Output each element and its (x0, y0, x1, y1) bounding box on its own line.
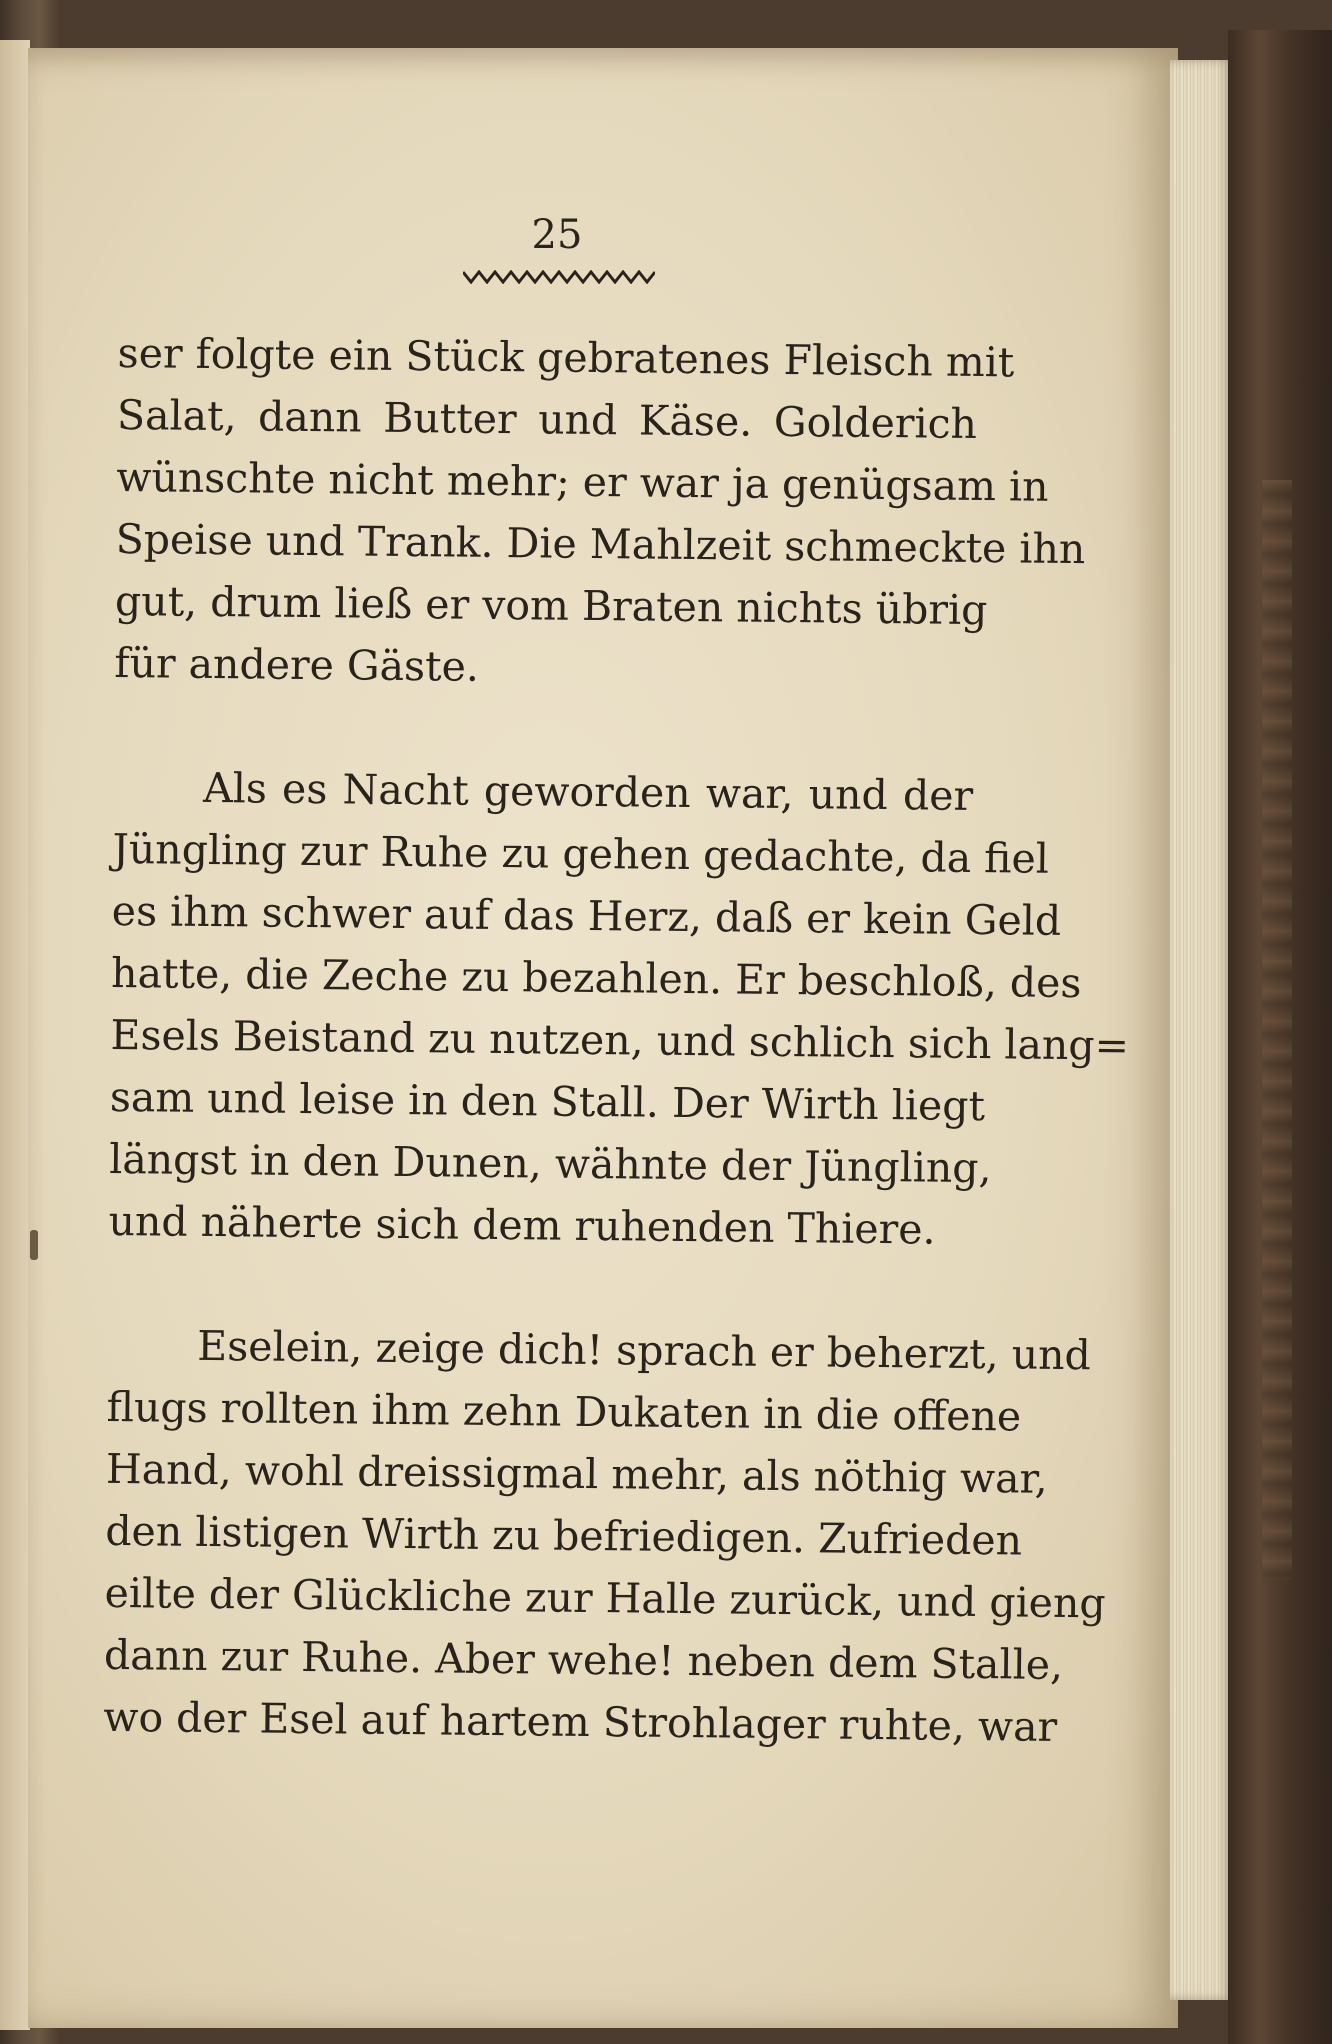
text-line: für andere Gäste. (114, 638, 480, 691)
paragraph-2 (108, 756, 1130, 1261)
margin-mark (30, 1230, 38, 1260)
text-line: und näherte sich dem ruhenden Thiere. (108, 1196, 936, 1254)
cover-texture (1262, 480, 1292, 1580)
text-line: Esels Beistand zu nutzen, und schlich sich lang= (110, 1010, 1130, 1070)
page-edges (1170, 60, 1232, 2000)
paragraph-1 (114, 322, 1086, 703)
text-line: Speise und Trank. Die Mahlzeit schmeckte ihn (115, 514, 1086, 574)
text-line: Salat, dann Butter und Käse. Golderich (116, 390, 978, 448)
page-number-ornament (463, 270, 655, 284)
text-line: den listigen Wirth zu befriedigen. Zufrieden (105, 1506, 1023, 1565)
text-line: flugs rollten ihm zehn Dukaten in die offene (106, 1382, 1022, 1441)
text-line: sam und leise in den Stall. Der Wirth liegt (109, 1072, 986, 1131)
text-line: hatte, die Zeche zu bezahlen. Er beschloß, des (110, 948, 1082, 1008)
text-line: Jüngling zur Ruhe zu gehen gedachte, da fiel (112, 824, 1050, 883)
facing-page-edge (0, 40, 30, 2030)
body-text (103, 322, 1130, 1757)
text-line: dann zur Ruhe. Aber wehe! neben dem Stalle, (103, 1630, 1064, 1689)
text-line: ser folgte ein Stück gebratenes Fleisch mit (117, 328, 1015, 387)
text-line: es ihm schwer auf das Herz, daß er kein Geld (111, 886, 1062, 945)
text-line: wünschte nicht mehr; er war ja genügsam in (116, 452, 1049, 511)
text-line: eilte der Glückliche zur Halle zurück, und gieng (104, 1568, 1106, 1628)
text-line: gut, drum ließ er vom Braten nichts übrig (114, 576, 988, 635)
paragraph-3 (103, 1314, 1106, 1757)
text-line: längst in den Dunen, wähnte der Jüngling, (108, 1134, 992, 1193)
page-number: 25 (531, 212, 583, 258)
text-line: wo der Esel auf hartem Strohlager ruhte, war (103, 1692, 1058, 1751)
text-line: Hand, wohl dreissigmal mehr, als nöthig war, (105, 1444, 1048, 1503)
text-line: Als es Nacht geworden war, und der (202, 763, 974, 820)
text-line: Eselein, zeige dich! sprach er beherzt, und (197, 1321, 1092, 1380)
